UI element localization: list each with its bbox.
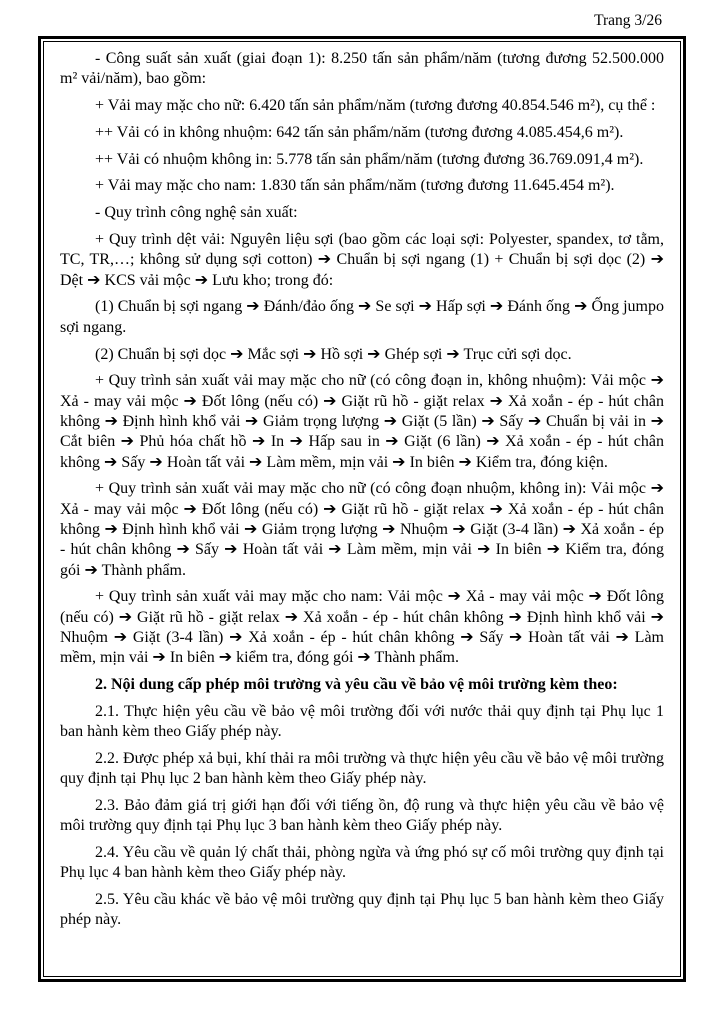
- paragraph: + Vải may mặc cho nam: 1.830 tấn sản phẩm/năm (tương đương 11.645.454 m²).: [95, 177, 615, 195]
- paragraph: ++ Vải có in không nhuộm: 642 tấn sản phẩm/năm (tương đương 4.085.454,6 m²).: [95, 123, 624, 141]
- paragraph: 2.3. Bảo đảm giá trị giới hạn đối với tiếng ồn, độ rung và thực hiện yêu cầu về bảo vệ môi trường quy định tại Phụ lục 3 ban hành kèm theo Giấy phép này.: [60, 797, 664, 835]
- paragraph: (1) Chuẩn bị sợi ngang ➔ Đánh/đảo ống ➔ Se sợi ➔ Hấp sợi ➔ Đánh ống ➔ Ống jumpo sợi ngang.: [60, 298, 664, 336]
- document-body: [60, 49, 664, 931]
- paragraph: 2.4. Yêu cầu về quản lý chất thải, phòng ngừa và ứng phó sự cố môi trường quy định tại Phụ lục 4 ban hành kèm theo Giấy phép này.: [60, 844, 664, 882]
- page-number-label: Trang 3/26: [594, 12, 662, 29]
- paragraph: 2.1. Thực hiện yêu cầu về bảo vệ môi trường đối với nước thải quy định tại Phụ lục 1 ban hành kèm theo Giấy phép này.: [60, 702, 664, 741]
- paragraph: + Quy trình sản xuất vải may mặc cho nữ (có công đoạn nhuộm, không in): Vải mộc ➔ Xả - may vải mộc ➔ Đốt lông (nếu có) ➔ Giặt rũ hồ - giặt relax ➔ Xả xoắn - ép - hút chân không ➔ Định hình khổ vải ➔ Giảm trọng lượng ➔ Nhuộm ➔ Giặt (3-4 lần) ➔ Xả xoắn - ép - hút chân không ➔ Sấy ➔ Hoàn tất vải ➔ Làm mềm, mịn vải ➔ In biên ➔ Kiểm tra, đóng gói ➔ Thành phẩm.: [60, 480, 664, 579]
- paragraph: - Công suất sản xuất (giai đoạn 1): 8.250 tấn sản phẩm/năm (tương đương 52.500.000 m² vải/năm), bao gồm:: [60, 50, 664, 88]
- page-border-frame: [38, 36, 686, 982]
- paragraph: (2) Chuẩn bị sợi dọc ➔ Mắc sợi ➔ Hồ sợi ➔ Ghép sợi ➔ Trục cửi sợi dọc.: [95, 345, 572, 363]
- paragraph: + Quy trình sản xuất vải may mặc cho nữ (có công đoạn in, không nhuộm): Vải mộc ➔ Xả - may vải mộc ➔ Đốt lông (nếu có) ➔ Giặt rũ hồ - giặt relax ➔ Xả xoắn - ép - hút chân không ➔ Định hình khổ vải ➔ Giảm trọng lượng ➔ Giặt (5 lần) ➔ Sấy ➔ Chuẩn bị vải in ➔ Cắt biên ➔ Phủ hóa chất hồ ➔ In ➔ Hấp sau in ➔ Giặt (6 lần) ➔ Xả xoắn - ép - hút chân không ➔ Sấy ➔ Hoàn tất vải ➔ Làm mềm, mịn vải ➔ In biên ➔ Kiểm tra, đóng kiện.: [60, 372, 664, 471]
- section-heading: 2. Nội dung cấp phép môi trường và yêu cầu về bảo vệ môi trường kèm theo:: [95, 676, 618, 694]
- paragraph: + Quy trình sản xuất vải may mặc cho nam: Vải mộc ➔ Xả - may vải mộc ➔ Đốt lông (nếu có) ➔ Giặt rũ hồ - giặt relax ➔ Xả xoắn - ép - hút chân không ➔ Định hình khổ vải ➔ Nhuộm ➔ Giặt (3-4 lần) ➔ Xả xoắn - ép - hút chân không ➔ Sấy ➔ Hoàn tất vải ➔ Làm mềm, mịn vải ➔ In biên ➔ kiểm tra, đóng gói ➔ Thành phẩm.: [60, 588, 664, 667]
- paragraph: 2.2. Được phép xả bụi, khí thải ra môi trường và thực hiện yêu cầu về bảo vệ môi trường quy định tại Phụ lục 2 ban hành kèm theo Giấy phép này.: [60, 749, 664, 788]
- paragraph: 2.5. Yêu cầu khác về bảo vệ môi trường quy định tại Phụ lục 5 ban hành kèm theo Giấy phép này.: [60, 891, 664, 929]
- paragraph: + Quy trình dệt vải: Nguyên liệu sợi (bao gồm các loại sợi: Polyester, spandex, tơ tằm, TC, TR,…; không sử dụng sợi cotton) ➔ Chuẩn bị sợi ngang (1) + Chuẩn bị sợi dọc (2) ➔ Dệt ➔ KCS vải mộc ➔ Lưu kho; trong đó:: [60, 231, 664, 289]
- paragraph: + Vải may mặc cho nữ: 6.420 tấn sản phẩm/năm (tương đương 40.854.546 m²), cụ thể :: [95, 97, 656, 115]
- paragraph: - Quy trình công nghệ sản xuất:: [95, 204, 298, 222]
- page-border-inner: [43, 41, 681, 977]
- paragraph: ++ Vải có nhuộm không in: 5.778 tấn sản phẩm/năm (tương đương 36.769.091,4 m²).: [95, 150, 644, 168]
